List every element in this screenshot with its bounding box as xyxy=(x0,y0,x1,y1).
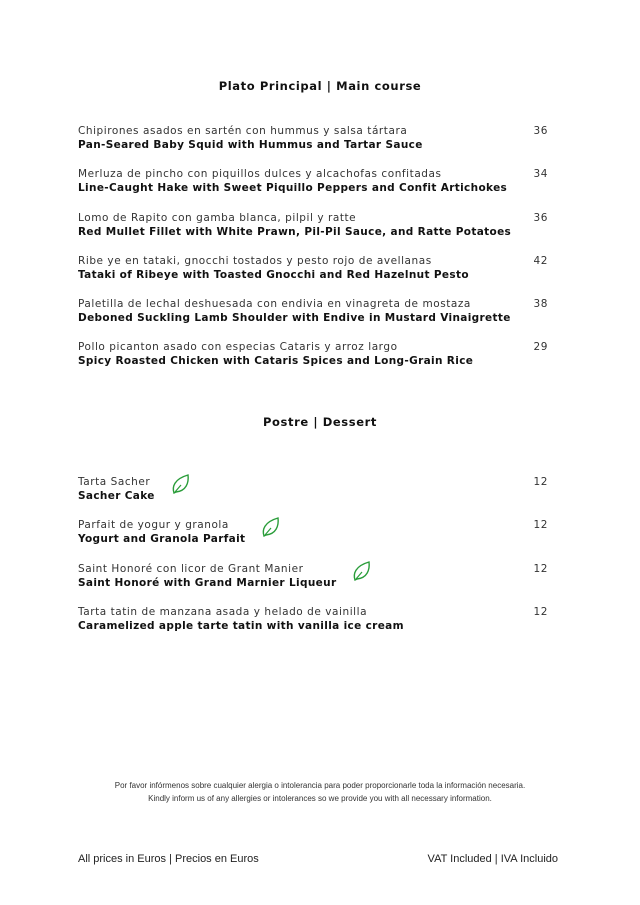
dessert-list xyxy=(78,475,548,648)
footer-currency: All prices in Euros | Precios en Euros xyxy=(78,853,259,865)
menu-item xyxy=(78,167,548,210)
menu-item xyxy=(78,605,548,648)
item-price: 42 xyxy=(533,254,548,267)
menu-item xyxy=(78,211,548,254)
item-name-en: Pan-Seared Baby Squid with Hummus and Tartar Sauce xyxy=(78,139,423,151)
item-name-en: Line-Caught Hake with Sweet Piquillo Peppers and Confit Artichokes xyxy=(78,182,508,195)
menu-item xyxy=(78,518,548,561)
item-name-es: Ribe ye en tataki, gnocchi tostados y pesto rojo de avellanas xyxy=(78,254,432,267)
item-name-en: Tataki of Ribeye with Toasted Gnocchi and Red Hazelnut Pesto xyxy=(78,268,469,281)
item-price: 29 xyxy=(533,341,548,354)
item-name-es: Parfait de yogur y granola xyxy=(78,519,229,532)
item-name-es: Merluza de pincho con piquillos dulces y alcachofas confitadas xyxy=(78,168,442,181)
allergy-note-es: Por favor infórmenos sobre cualquier alergia o intolerancia para poder proporcionarle toda la información necesaria. xyxy=(114,781,526,790)
allergy-note xyxy=(0,780,640,805)
item-price: 12 xyxy=(533,519,548,532)
leaf-icon xyxy=(261,516,281,538)
menu-item xyxy=(78,297,548,340)
menu-item xyxy=(78,562,548,605)
item-price: 36 xyxy=(533,211,548,224)
main-course-title: Plato Principal | Main course xyxy=(218,79,422,93)
item-name-en: Caramelized apple tarte tatin with vanilla ice cream xyxy=(78,619,404,632)
item-name-en: Deboned Suckling Lamb Shoulder with Endive in Mustard Vinaigrette xyxy=(78,312,511,325)
menu-item xyxy=(78,254,548,297)
footer-vat: VAT Included | IVA Incluido xyxy=(427,853,558,865)
leaf-icon xyxy=(171,473,191,495)
item-name-es: Lomo de Rapito con gamba blanca, pilpil y ratte xyxy=(78,211,357,224)
item-price: 38 xyxy=(533,298,548,311)
menu-item xyxy=(78,340,548,383)
item-price: 12 xyxy=(533,476,548,488)
item-name-es: Pollo picanton asado con especias Cataris y arroz largo xyxy=(78,341,398,354)
menu-item xyxy=(78,124,548,167)
item-name-es: Saint Honoré con licor de Grant Manier xyxy=(78,562,304,575)
item-name-en: Sacher Cake xyxy=(78,490,155,502)
item-name-es: Chipirones asados en sartén con hummus y salsa tártara xyxy=(78,125,408,137)
item-name-en: Yogurt and Granola Parfait xyxy=(78,533,246,546)
item-name-en: Spicy Roasted Chicken with Cataris Spices and Long-Grain Rice xyxy=(78,355,474,368)
allergy-note-en: Kindly inform us of any allergies or intolerances so we provide you with all necessary information. xyxy=(148,793,492,803)
item-name-en: Saint Honoré with Grand Marnier Liqueur xyxy=(78,576,337,589)
item-name-es: Paletilla de lechal deshuesada con endivia en vinagreta de mostaza xyxy=(78,298,471,311)
item-price: 12 xyxy=(533,562,548,575)
item-price: 34 xyxy=(533,168,548,181)
main-course-list xyxy=(78,124,548,384)
item-name-en: Red Mullet Fillet with White Prawn, Pil-Pil Sauce, and Ratte Potatoes xyxy=(78,225,512,238)
menu-item xyxy=(78,475,548,518)
item-name-es: Tarta tatin de manzana asada y helado de vainilla xyxy=(78,605,368,618)
item-name-es: Tarta Sacher xyxy=(78,476,151,488)
item-price: 36 xyxy=(533,125,548,137)
item-price: 12 xyxy=(533,605,548,618)
dessert-title: Postre | Dessert xyxy=(263,415,377,429)
leaf-icon xyxy=(352,560,372,582)
